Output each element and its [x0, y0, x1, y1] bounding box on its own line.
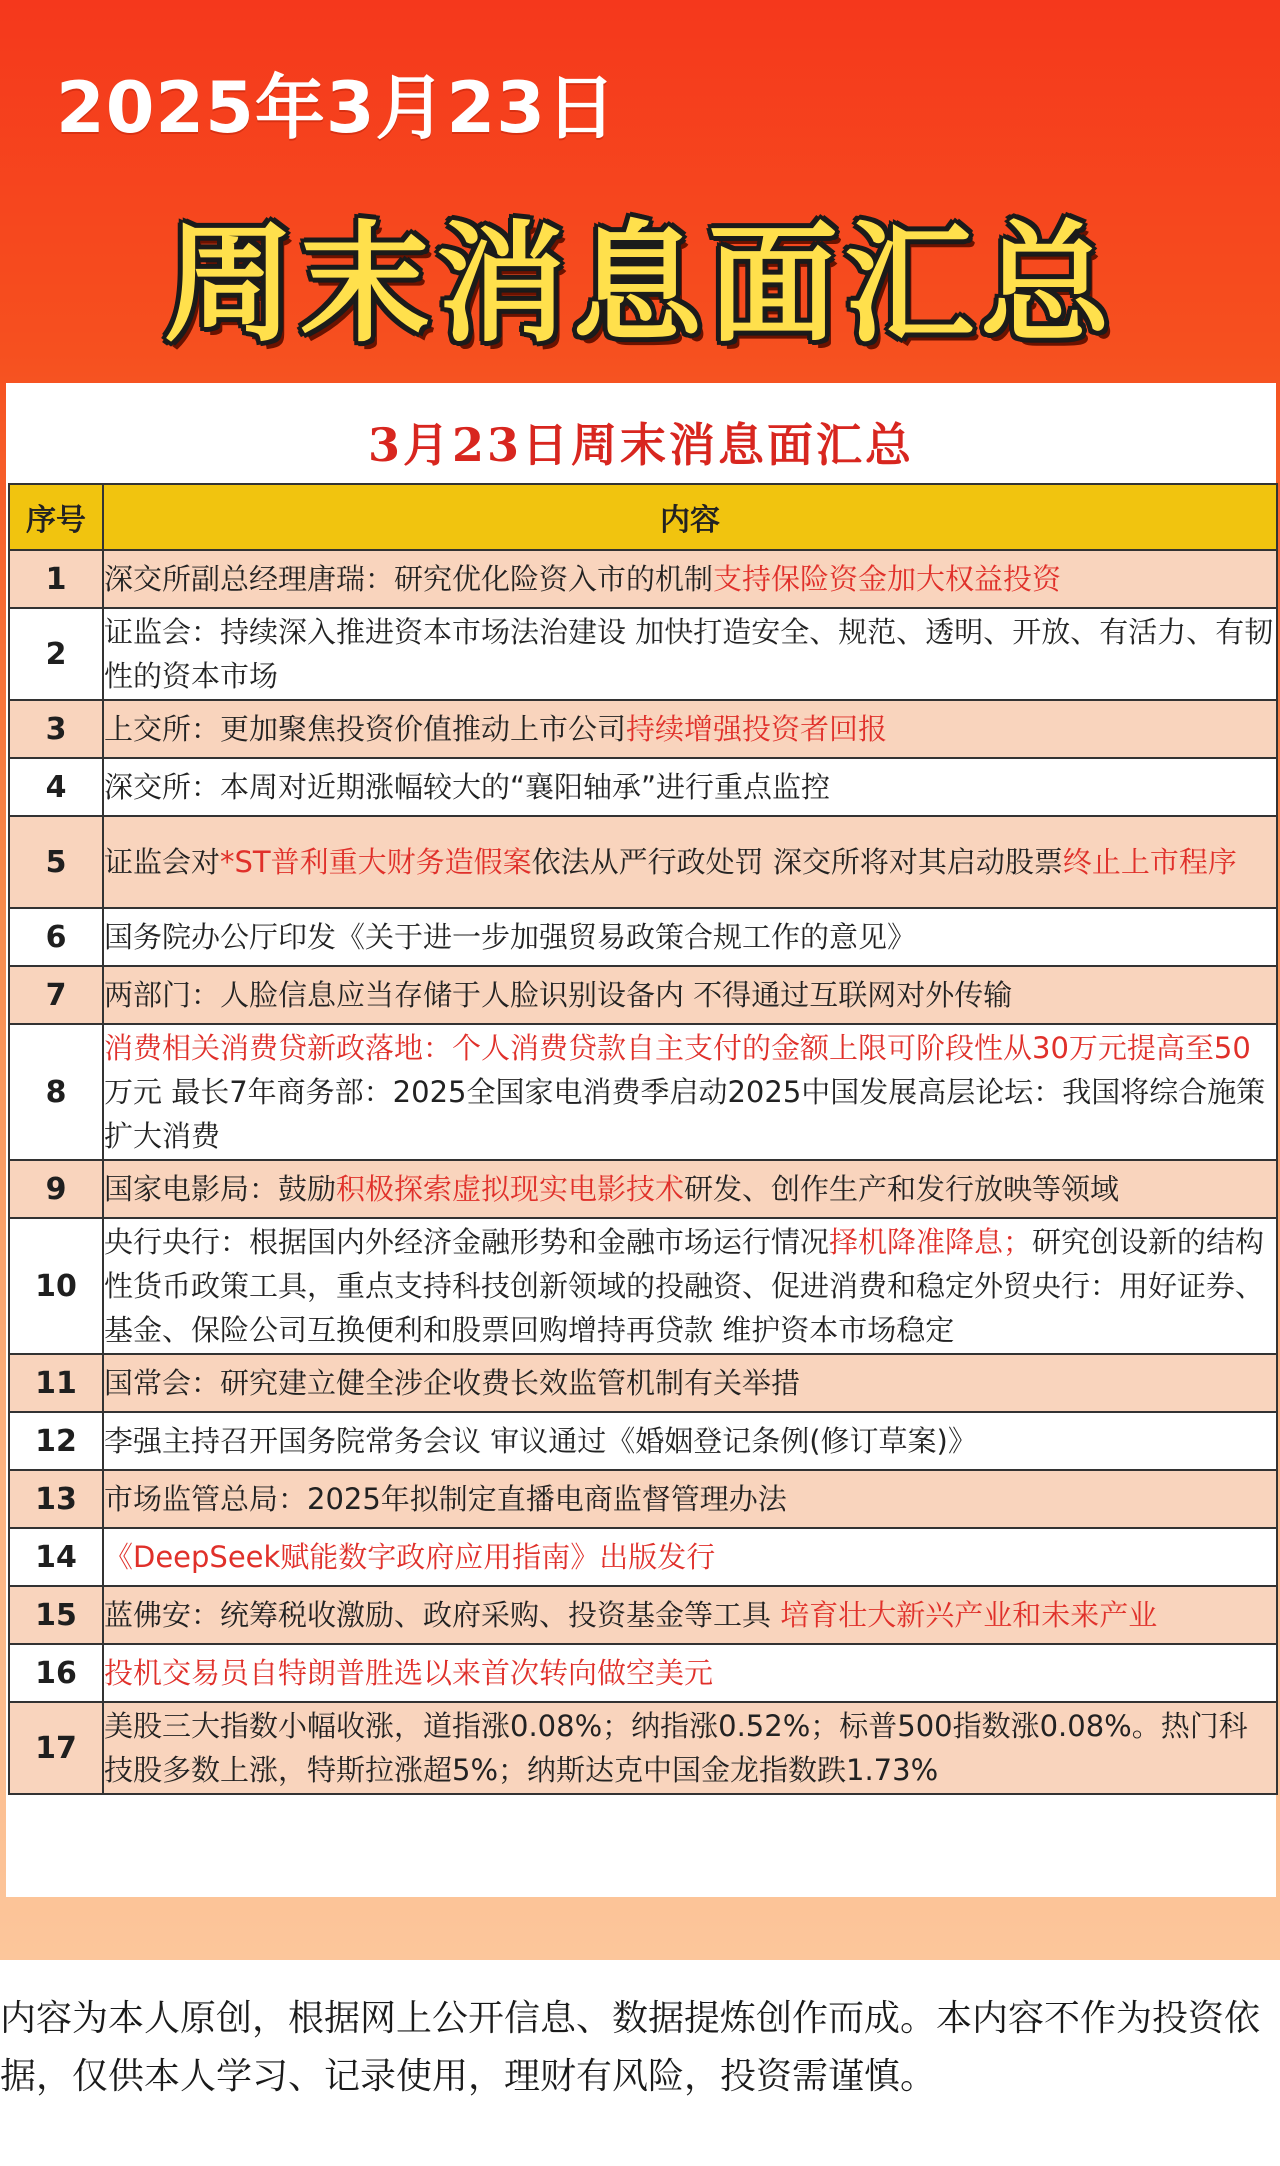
table-row	[9, 1586, 1277, 1644]
content-text: 央行央行：根据国内外经济金融形势和金融市场运行情况	[104, 1225, 830, 1259]
row-content	[103, 1702, 1277, 1794]
row-index: 8	[9, 1024, 103, 1160]
table-row	[9, 1412, 1277, 1470]
row-index: 1	[9, 550, 103, 608]
row-content	[103, 1218, 1277, 1354]
content-text: 美股三大指数小幅收涨，道指涨0.08%；纳指涨0.52%；标普500指数涨0.08%。热门科技股多数上涨，特斯拉涨超5%；纳斯达克中国金龙指数跌1.73%	[104, 1709, 1248, 1787]
table-row	[9, 1024, 1277, 1160]
card-title: 3月23日周末消息面汇总	[367, 418, 915, 472]
row-content	[103, 1354, 1277, 1412]
row-index: 5	[9, 816, 103, 908]
content-text: 上交所：更加聚焦投资价值推动上市公司	[104, 712, 627, 746]
disclaimer-text: 内容为本人原创，根据网上公开信息、数据提炼创作而成。本内容不作为投资依据，仅供本人学习、记录使用，理财有风险，投资需谨慎。	[0, 1998, 1261, 2097]
content-text: 研究创设新的结构性货币政策工具，重点支持科技创新领域的投融资、促进消费和稳定外贸央行：用好证券、基金、保险公司互换便利和股票回购增持再贷款 维护资本市场稳定	[104, 1225, 1265, 1347]
table-row	[9, 1354, 1277, 1412]
table-row	[9, 816, 1277, 908]
row-index: 15	[9, 1586, 103, 1644]
table-row	[9, 1160, 1277, 1218]
row-content	[103, 1528, 1277, 1586]
table-row	[9, 908, 1277, 966]
row-index: 17	[9, 1702, 103, 1794]
row-index: 13	[9, 1470, 103, 1528]
table-body	[9, 550, 1277, 1794]
row-content	[103, 608, 1277, 700]
highlight-text: 消费相关消费贷新政落地：个人消费贷款自主支付的金额上限可阶段性从30万元提高至50	[104, 1031, 1251, 1065]
row-content	[103, 758, 1277, 816]
highlight-text: 支持保险资金加大权益投资	[713, 562, 1062, 596]
summary-card	[6, 383, 1276, 1897]
row-index: 12	[9, 1412, 103, 1470]
header-content: 内容	[103, 484, 1277, 550]
row-index: 16	[9, 1644, 103, 1702]
row-index: 3	[9, 700, 103, 758]
highlight-text: *ST普利重大财务造假案	[220, 845, 532, 879]
highlight-text: 《DeepSeek赋能数字政府应用指南》出版发行	[104, 1540, 716, 1574]
content-text: 证监会：持续深入推进资本市场法治建设 加快打造安全、规范、透明、开放、有活力、有韧性的资本市场	[104, 615, 1274, 693]
content-text: 深交所副总经理唐瑞：研究优化险资入市的机制	[104, 562, 714, 596]
table-row	[9, 550, 1277, 608]
row-content	[103, 1470, 1277, 1528]
content-text: 国务院办公厅印发《关于进一步加强贸易政策合规工作的意见》	[104, 920, 917, 954]
content-text: 深交所：本周对近期涨幅较大的“襄阳轴承”进行重点监控	[104, 770, 831, 804]
row-content	[103, 816, 1277, 908]
row-index: 6	[9, 908, 103, 966]
row-content	[103, 700, 1277, 758]
row-index: 9	[9, 1160, 103, 1218]
highlight-text: 择机降准降息；	[829, 1225, 1033, 1259]
content-text: 证监会对	[104, 845, 221, 879]
row-content	[103, 1160, 1277, 1218]
content-text: 国常会：研究建立健全涉企收费长效监管机制有关举措	[104, 1366, 801, 1400]
table-row	[9, 1644, 1277, 1702]
row-content	[103, 1412, 1277, 1470]
content-text: 万元 最长7年商务部：2025全国家电消费季启动2025中国发展高层论坛：我国将综合施策扩大消费	[104, 1075, 1266, 1153]
row-content	[103, 966, 1277, 1024]
content-text: 市场监管总局：2025年拟制定直播电商监督管理办法	[104, 1482, 787, 1516]
highlight-text: 积极探索虚拟现实电影技术	[336, 1172, 685, 1206]
highlight-text: 培育壮大新兴产业和未来产业	[780, 1598, 1158, 1632]
table-row	[9, 608, 1277, 700]
content-text: 蓝佛安：统筹税收激励、政府采购、投资基金等工具	[104, 1598, 781, 1632]
content-text: 研发、创作生产和发行放映等领域	[684, 1172, 1120, 1206]
highlight-text: 投机交易员自特朗普胜选以来首次转向做空美元	[104, 1656, 714, 1690]
table-row	[9, 1528, 1277, 1586]
content-text: 李强主持召开国务院常务会议 审议通过《婚姻登记条例(修订草案)》	[104, 1424, 977, 1458]
row-content	[103, 1644, 1277, 1702]
row-index: 14	[9, 1528, 103, 1586]
table-header-row	[9, 484, 1277, 550]
row-content	[103, 550, 1277, 608]
table-row	[9, 1702, 1277, 1794]
table-row	[9, 1218, 1277, 1354]
content-text: 依法从严行政处罚 深交所将对其启动股票	[531, 845, 1063, 879]
row-content	[103, 1586, 1277, 1644]
content-text: 两部门：人脸信息应当存储于人脸识别设备内 不得通过互联网对外传输	[104, 978, 1013, 1012]
highlight-text: 终止上市程序	[1062, 845, 1237, 879]
banner-title: 周末消息面汇总	[163, 208, 1116, 360]
header-index: 序号	[9, 484, 103, 550]
row-content	[103, 908, 1277, 966]
table-row	[9, 758, 1277, 816]
content-text: 国家电影局：鼓励	[104, 1172, 337, 1206]
row-content	[103, 1024, 1277, 1160]
table-row	[9, 1470, 1277, 1528]
row-index: 4	[9, 758, 103, 816]
news-table	[8, 483, 1278, 1795]
table-row	[9, 700, 1277, 758]
row-index: 2	[9, 608, 103, 700]
banner-date: 2025年3月23日	[56, 67, 617, 149]
row-index: 10	[9, 1218, 103, 1354]
highlight-text: 持续增强投资者回报	[626, 712, 888, 746]
row-index: 7	[9, 966, 103, 1024]
row-index: 11	[9, 1354, 103, 1412]
table-row	[9, 966, 1277, 1024]
